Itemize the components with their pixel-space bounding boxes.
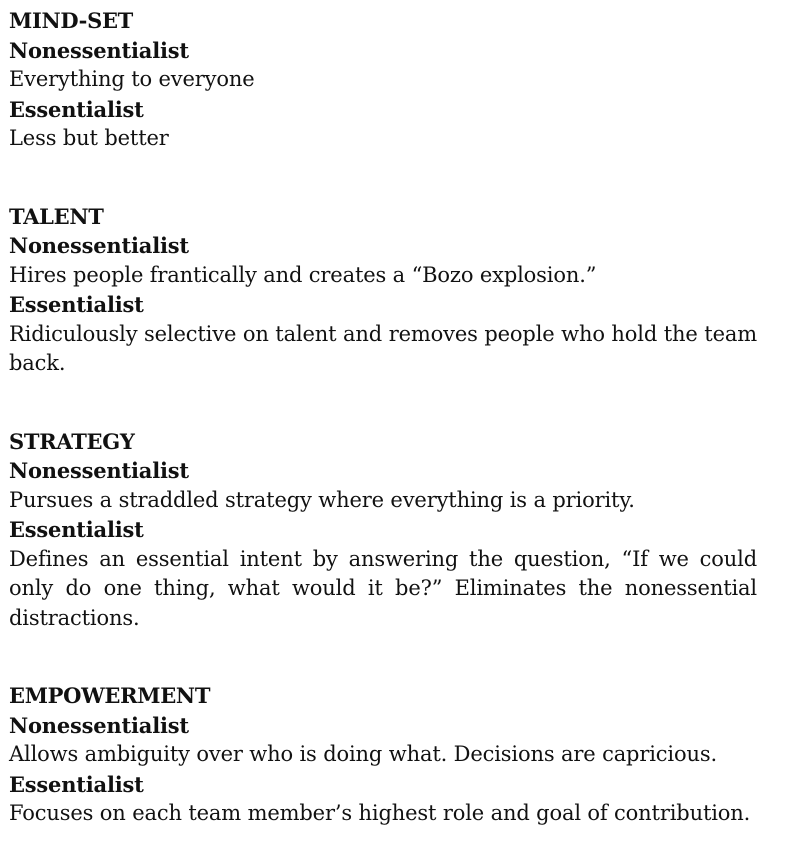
section-strategy: [9, 427, 757, 634]
nonessentialist-text: Hires people frantically and creates a “Bozo explosion.”: [9, 262, 597, 287]
essentialist-label: Essentialist: [9, 96, 144, 122]
nonessentialist-text: Everything to everyone: [9, 67, 255, 91]
section-title: TALENT: [9, 203, 104, 229]
essentialist-label: Essentialist: [9, 517, 144, 542]
section-title: EMPOWERMENT: [9, 683, 211, 708]
document: [9, 6, 757, 829]
essentialist-text: Defines an essential intent by answering the question, “If we could only do one thing, what would it be?” Eliminates the nonessential distractions.: [9, 546, 757, 630]
essentialist-label: Essentialist: [9, 771, 144, 797]
nonessentialist-text: Pursues a straddled strategy where everything is a priority.: [9, 487, 635, 512]
section-title: STRATEGY: [9, 428, 135, 454]
nonessentialist-text: Allows ambiguity over who is doing what. Decisions are capricious.: [9, 742, 718, 766]
nonessentialist-label: Nonessentialist: [9, 233, 189, 258]
section-empowerment: [9, 681, 757, 829]
nonessentialist-label: Nonessentialist: [9, 458, 189, 483]
essentialist-label: Essentialist: [9, 292, 144, 317]
section-title: MIND-SET: [9, 8, 133, 33]
essentialist-text: Focuses on each team member’s highest role and goal of contribution.: [9, 801, 751, 825]
nonessentialist-label: Nonessentialist: [9, 37, 189, 63]
essentialist-text: Less but better: [9, 126, 169, 150]
section-mind-set: [9, 6, 757, 154]
section-talent: [9, 202, 757, 379]
nonessentialist-label: Nonessentialist: [9, 712, 189, 738]
essentialist-text: Ridiculously selective on talent and removes people who hold the team back.: [9, 321, 757, 375]
